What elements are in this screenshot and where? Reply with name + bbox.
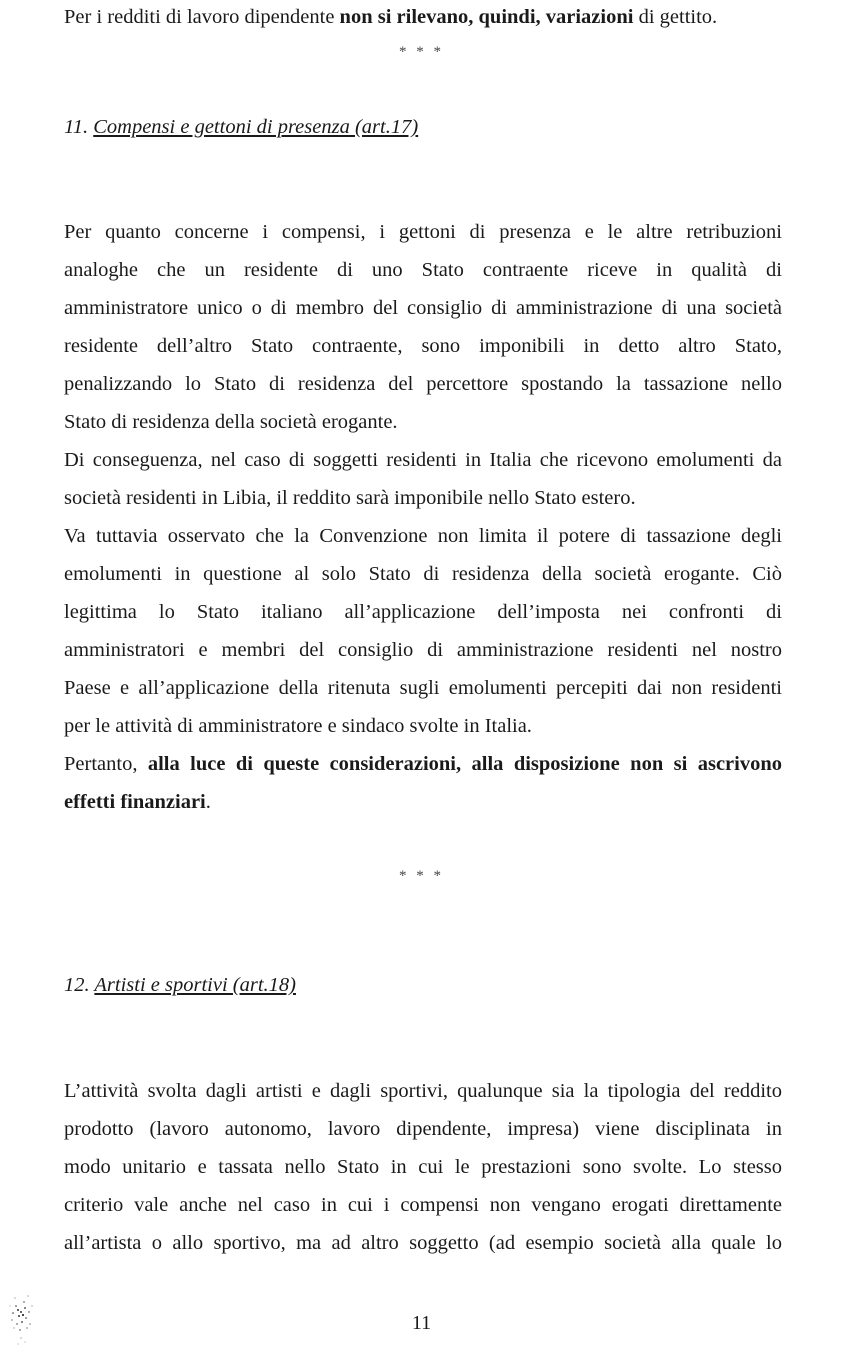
paragraph-line: per le attività di amministratore e sindaco svolte in Italia. (64, 715, 532, 737)
paragraph-line: Stato di residenza della società erogante. (64, 411, 398, 433)
conclusion-tail: . (205, 791, 211, 813)
paragraph-line: analoghe che un residente di uno Stato contraente riceve in qualità di (64, 259, 782, 281)
paragraph-line: modo unitario e tassata nello Stato in cui le prestazioni sono svolte. Lo stesso (64, 1156, 782, 1178)
paragraph-line: Per quanto concerne i compensi, i gettoni di presenza e le altre retribuzioni (64, 221, 782, 243)
page-number: 11 (411, 1312, 432, 1334)
conclusion-line (64, 751, 782, 777)
paragraph-line: prodotto (lavoro autonomo, lavoro dipendente, impresa) viene disciplinata in (64, 1118, 782, 1140)
paragraph-line: all’artista o allo sportivo, ma ad altro soggetto (ad esempio società alla quale lo (64, 1232, 782, 1254)
section-12-heading (64, 974, 296, 997)
paragraph-line: società residenti in Libia, il reddito sarà imponibile nello Stato estero. (64, 487, 636, 509)
paragraph-line: Di conseguenza, nel caso di soggetti residenti in Italia che ricevono emolumenti da (64, 449, 782, 471)
section-number: 12. (64, 974, 95, 996)
intro-line (64, 4, 782, 30)
paragraph-line: Paese e all’applicazione della ritenuta sugli emolumenti percepiti dai non residenti (64, 677, 782, 699)
conclusion-line (64, 789, 782, 815)
paragraph-line: criterio vale anche nel caso in cui i compensi non vengano erogati direttamente (64, 1194, 782, 1216)
paragraph-line: legittima lo Stato italiano all’applicazione dell’imposta nei confronti di (64, 601, 782, 623)
paragraph-line: penalizzando lo Stato di residenza del percettore spostando la tassazione nello (64, 373, 782, 395)
paragraph-line: residente dell’altro Stato contraente, sono imponibili in detto altro Stato, (64, 335, 782, 357)
paragraph-line: emolumenti in questione al solo Stato di residenza della società erogante. Ciò (64, 563, 782, 585)
paragraph-line: Va tuttavia osservato che la Convenzione non limita il potere di tassazione degli (64, 525, 782, 547)
paragraph-line: amministratore unico o di membro del consiglio di amministrazione di una società (64, 297, 782, 319)
section-title: Artisti e sportivi (art.18) (94, 974, 296, 996)
conclusion-bold-text: effetti finanziari (64, 791, 206, 813)
conclusion-text: Pertanto, (64, 753, 148, 775)
paragraph-line: amministratori e membri del consiglio di amministrazione residenti nel nostro (64, 639, 782, 661)
section-number: 11. (64, 116, 94, 138)
intro-text: Per i redditi di lavoro dipendente (64, 6, 340, 28)
conclusion-bold-text: alla luce di queste considerazioni, alla disposizione non si ascrivono (147, 753, 782, 775)
separator: * * * (399, 868, 444, 884)
intro-tail-text: di gettito. (633, 6, 718, 28)
intro-bold-text: non si rilevano, quindi, variazioni (339, 6, 634, 28)
section-11-heading (64, 116, 418, 139)
section-title: Compensi e gettoni di presenza (art.17) (93, 116, 419, 138)
paragraph-line: L’attività svolta dagli artisti e dagli sportivi, qualunque sia la tipologia del reddito (64, 1080, 782, 1102)
separator: * * * (399, 44, 444, 60)
